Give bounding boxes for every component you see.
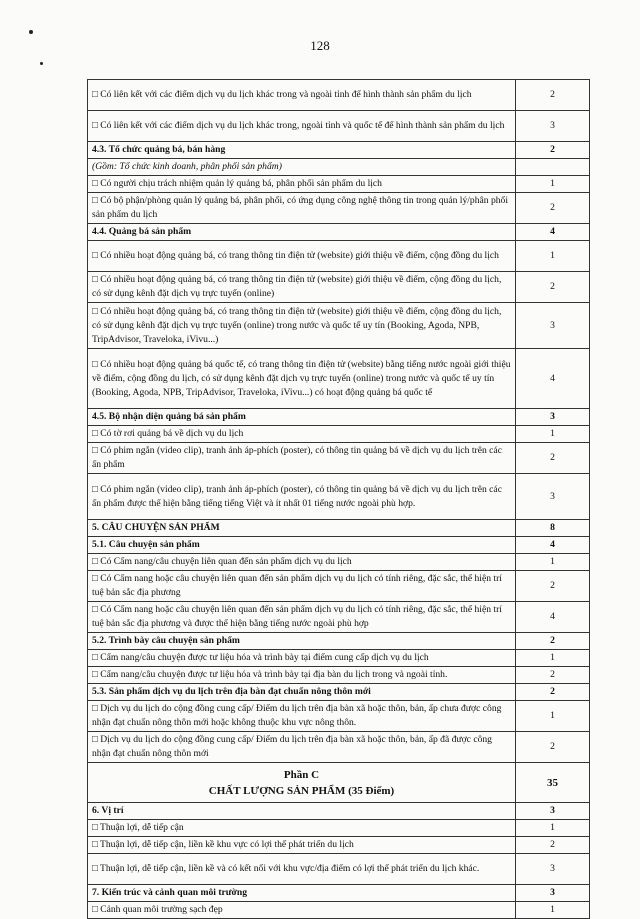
points-cell: 2 <box>516 272 590 303</box>
criteria-row <box>88 443 590 474</box>
scan-speck <box>29 30 33 34</box>
criteria-row <box>88 111 590 142</box>
section-title: 5.3. Sản phẩm dịch vụ du lịch trên địa bàn đạt chuẩn nông thôn mới <box>88 684 516 701</box>
points-cell: 3 <box>516 854 590 885</box>
section-title: 5. CÂU CHUYỆN SẢN PHẨM <box>88 520 516 537</box>
section-title: 4.3. Tổ chức quảng bá, bán hàng <box>88 142 516 159</box>
section-heading-row <box>88 537 590 554</box>
points-cell: 4 <box>516 537 590 554</box>
criteria-text: □ Có nhiều hoạt động quảng bá quốc tế, có trang thông tin điện tử (website) bằng tiếng nước ngoài giới thiệu về điểm, cộng đồng du lịch, có sử dụng kênh đặt dịch vụ trực tuyến (online) trong nước và quốc tế uy tín (Booking, Agoda, NPB, TripAdvisor, Traveloka, iVivu...) có hoạt động quảng bá quốc tế <box>88 349 516 409</box>
points-cell: 1 <box>516 241 590 272</box>
points-cell: 1 <box>516 554 590 571</box>
criteria-row <box>88 80 590 111</box>
criteria-row <box>88 820 590 837</box>
section-title: 5.2. Trình bày câu chuyện sản phẩm <box>88 633 516 650</box>
section-heading-row <box>88 142 590 159</box>
points-cell: 4 <box>516 224 590 241</box>
criteria-text: □ Dịch vụ du lịch do cộng đồng cung cấp/ Điểm du lịch trên địa bàn xã hoặc thôn, bản, ấp chưa được công nhận đạt chuẩn nông thôn mới hoặc không thuộc khu vực nông thôn. <box>88 701 516 732</box>
points-cell: 2 <box>516 667 590 684</box>
criteria-text: □ Có liên kết với các điểm dịch vụ du lịch khác trong và ngoài tỉnh để hình thành sản phẩm du lịch <box>88 80 516 111</box>
points-cell: 1 <box>516 902 590 919</box>
section-heading-row <box>88 409 590 426</box>
points-cell: 3 <box>516 111 590 142</box>
section-title: 5.1. Câu chuyện sản phẩm <box>88 537 516 554</box>
criteria-row <box>88 241 590 272</box>
section-title: 4.4. Quảng bá sản phẩm <box>88 224 516 241</box>
criteria-row <box>88 474 590 520</box>
section-heading-row <box>88 633 590 650</box>
criteria-text: □ Có tờ rơi quảng bá về dịch vụ du lịch <box>88 426 516 443</box>
page-number: 128 <box>310 38 330 53</box>
criteria-text: □ Có Cẩm nang/câu chuyện liên quan đến sản phẩm dịch vụ du lịch <box>88 554 516 571</box>
section-title: 7. Kiến trúc và cảnh quan môi trường <box>88 885 516 902</box>
criteria-text: □ Thuận lợi, dễ tiếp cận, liền kề và có kết nối với khu vực/địa điểm có lợi thế phát triển du lịch khác. <box>88 854 516 885</box>
points-cell: 2 <box>516 684 590 701</box>
criteria-text: □ Có bộ phận/phòng quản lý quảng bá, phân phối, có ứng dụng công nghệ thông tin trong quản lý/phân phối sản phẩm du lịch <box>88 193 516 224</box>
points-cell: 3 <box>516 474 590 520</box>
points-cell: 1 <box>516 426 590 443</box>
criteria-table <box>87 79 590 919</box>
criteria-text: □ Cẩm nang/câu chuyện được tư liệu hóa và trình bày tại điểm cung cấp dịch vụ du lịch <box>88 650 516 667</box>
part-label: Phần C <box>283 768 320 781</box>
criteria-row <box>88 732 590 763</box>
points-cell: 1 <box>516 820 590 837</box>
points-cell: 3 <box>516 409 590 426</box>
points-cell: 3 <box>516 885 590 902</box>
points-cell: 2 <box>516 80 590 111</box>
points-cell: 1 <box>516 701 590 732</box>
section-heading-row <box>88 224 590 241</box>
points-cell: 8 <box>516 520 590 537</box>
section-heading-row <box>88 520 590 537</box>
criteria-text: □ Có liên kết với các điểm dịch vụ du lịch khác trong, ngoài tỉnh và quốc tế để hình thành sản phẩm du lịch <box>88 111 516 142</box>
points-cell: 2 <box>516 837 590 854</box>
points-cell: 2 <box>516 193 590 224</box>
criteria-text: □ Có Cẩm nang hoặc câu chuyện liên quan đến sản phẩm dịch vụ du lịch có tính riêng, đặc sắc, thể hiện trí tuệ bản sắc địa phương và được thể hiện bằng tiếng nước ngoài phù hợp <box>88 602 516 633</box>
criteria-row <box>88 667 590 684</box>
points-cell: 3 <box>516 803 590 820</box>
scan-speck <box>40 62 43 65</box>
criteria-row <box>88 272 590 303</box>
part-heading-row <box>88 763 590 803</box>
points-cell: 1 <box>516 650 590 667</box>
section-heading-row <box>88 885 590 902</box>
section-heading-row <box>88 684 590 701</box>
criteria-row <box>88 349 590 409</box>
criteria-row <box>88 554 590 571</box>
criteria-row <box>88 902 590 919</box>
criteria-text: □ Dịch vụ du lịch do cộng đồng cung cấp/ Điểm du lịch trên địa bàn xã hoặc thôn, bản, ấp đã được công nhận đạt chuẩn nông thôn mới <box>88 732 516 763</box>
points-cell: 4 <box>516 602 590 633</box>
criteria-row <box>88 426 590 443</box>
section-title: 4.5. Bộ nhận diện quảng bá sản phẩm <box>88 409 516 426</box>
note-row <box>88 159 590 176</box>
section-heading-row <box>88 803 590 820</box>
criteria-text: □ Có nhiều hoạt động quảng bá, có trang thông tin điện tử (website) giới thiệu về điểm, cộng đồng du lịch <box>88 241 516 272</box>
criteria-text: □ Có phim ngắn (video clip), tranh ảnh áp-phích (poster), có thông tin quảng bá về dịch vụ du lịch trên các ấn phẩm được thể hiện bằng tiếng tiếng Việt và ít nhất 01 tiếng nước ngoài phù hợp. <box>88 474 516 520</box>
criteria-row <box>88 837 590 854</box>
criteria-text: □ Có nhiều hoạt động quảng bá, có trang thông tin điện tử (website) giới thiệu về điểm, cộng đồng du lịch, có sử dụng kênh đặt dịch vụ trực tuyến (online) <box>88 272 516 303</box>
criteria-row <box>88 193 590 224</box>
section-title: 6. Vị trí <box>88 803 516 820</box>
criteria-row <box>88 303 590 349</box>
criteria-text: □ Thuận lợi, dễ tiếp cận <box>88 820 516 837</box>
points-cell: 2 <box>516 732 590 763</box>
criteria-row <box>88 602 590 633</box>
points-cell: 35 <box>516 763 590 803</box>
criteria-text: □ Cảnh quan môi trường sạch đẹp <box>88 902 516 919</box>
criteria-text: □ Thuận lợi, dễ tiếp cận, liền kề khu vực có lợi thế phát triển du lịch <box>88 837 516 854</box>
criteria-text: □ Có Cẩm nang hoặc câu chuyện liên quan đến sản phẩm dịch vụ du lịch có tính riêng, đặc sắc, thể hiện trí tuệ bản sắc địa phương <box>88 571 516 602</box>
criteria-text: □ Có nhiều hoạt động quảng bá, có trang thông tin điện tử (website) giới thiệu về điểm, cộng đồng du lịch, có sử dụng kênh đặt dịch vụ trực tuyến (online) trong nước và quốc tế uy tín (Booking, Agoda, NPB, TripAdvisor, Traveloka, iVivu...) <box>88 303 516 349</box>
criteria-text: □ Có phim ngắn (video clip), tranh ảnh áp-phích (poster), có thông tin quảng bá về dịch vụ du lịch trên các ấn phẩm <box>88 443 516 474</box>
criteria-row <box>88 854 590 885</box>
part-title <box>88 763 516 803</box>
points-cell: 2 <box>516 142 590 159</box>
points-cell: 2 <box>516 633 590 650</box>
criteria-row <box>88 650 590 667</box>
criteria-row <box>88 701 590 732</box>
section-note: (Gồm: Tổ chức kinh doanh, phân phối sản phẩm) <box>88 159 516 176</box>
criteria-row <box>88 571 590 602</box>
criteria-row <box>88 176 590 193</box>
criteria-text: □ Có người chịu trách nhiệm quản lý quảng bá, phân phối sản phẩm du lịch <box>88 176 516 193</box>
points-cell: 4 <box>516 349 590 409</box>
points-cell: 2 <box>516 571 590 602</box>
points-cell <box>516 159 590 176</box>
points-cell: 3 <box>516 303 590 349</box>
points-cell: 2 <box>516 443 590 474</box>
points-cell: 1 <box>516 176 590 193</box>
criteria-text: □ Cẩm nang/câu chuyện được tư liệu hóa và trình bày tại địa bàn du lịch trong và ngoài tỉnh. <box>88 667 516 684</box>
part-subtitle: CHẤT LƯỢNG SẢN PHẨM (35 Điểm) <box>208 784 395 797</box>
